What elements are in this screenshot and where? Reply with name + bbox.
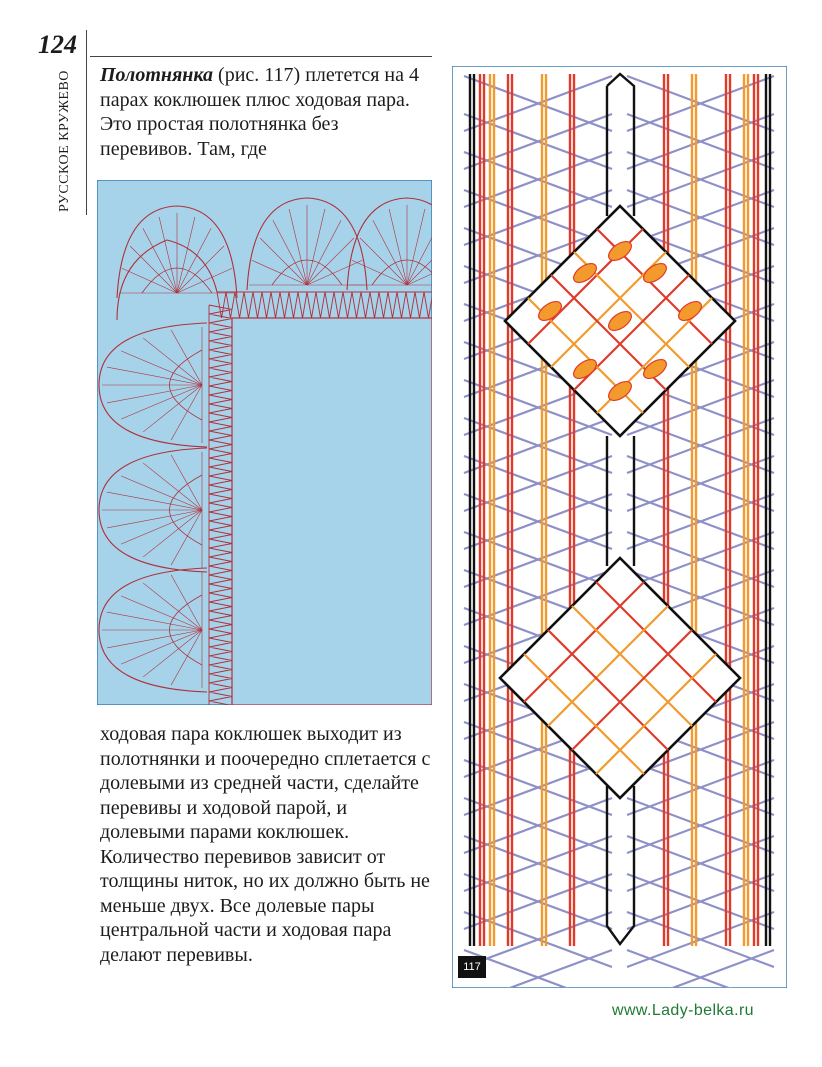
intro-text: (рис. 117) плетется на 4 парах коклюшек плюс ходовая пара. Это простая полотнянка без перевивов. Там, где: [100, 64, 420, 160]
page-number: 124: [38, 30, 77, 59]
header-vertical-rule: [86, 30, 87, 215]
pricking-drawing: [97, 180, 432, 705]
figure-label: 117: [458, 956, 486, 978]
intro-paragraph: [100, 63, 435, 161]
running-title: РУССКОЕ КРУЖЕВО: [57, 70, 72, 212]
header-rule: [90, 56, 432, 57]
lace-pricking-figure: [97, 180, 432, 705]
continuation-paragraph: ходовая пара коклюшек выходит из полотнянки и поочередно сплетается с долевыми из средней части, сделайте перевивы и ходовой парой, и долевыми парами коклюшек. Количество перевивов зависит от толщины ниток, но их должно быть не меньше двух. Все долевые пары центральной части и ходовая пара делают перевивы.: [100, 723, 431, 966]
term-lead: Полотнянка: [100, 64, 214, 86]
site-url: www.Lady-belka.ru: [612, 1002, 754, 1019]
thread-diagram: [452, 66, 787, 988]
pricking-inner-panel: [232, 318, 432, 705]
thread-diagram-figure: [452, 66, 787, 988]
